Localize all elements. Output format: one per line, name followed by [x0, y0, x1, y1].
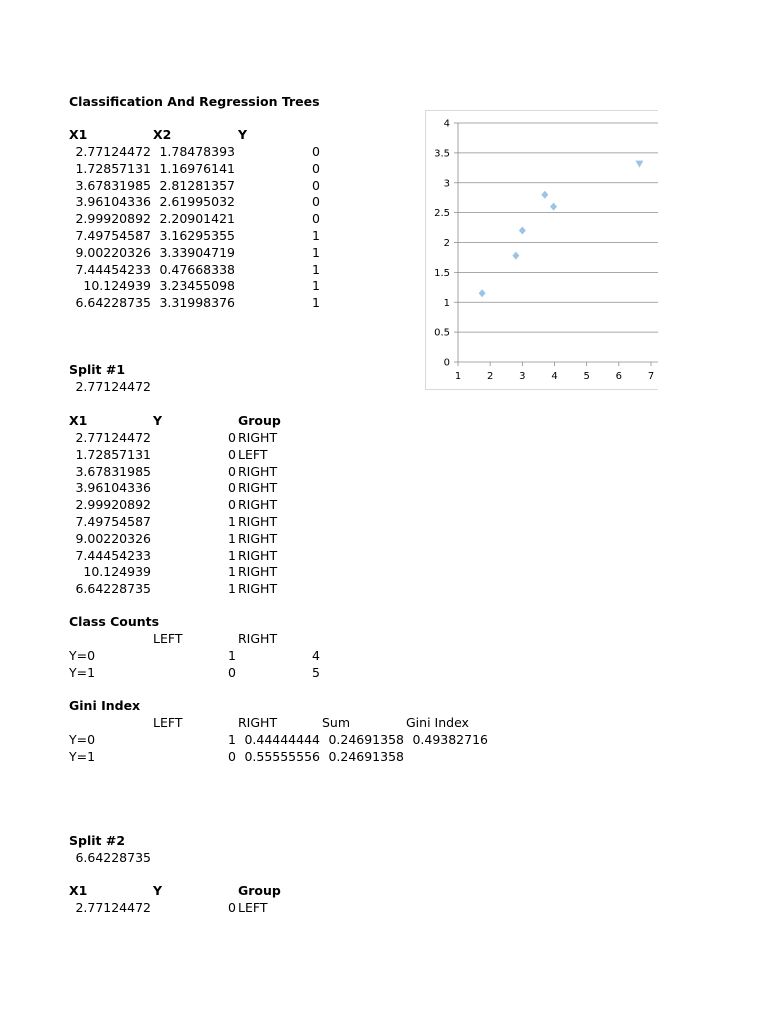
- cell-y: 0: [312, 160, 320, 176]
- scatter-chart: [425, 110, 658, 390]
- cell-x1: 9.00220326: [75, 244, 151, 260]
- cell-sum: 0.24691358: [328, 749, 404, 764]
- row-label: Y=1: [69, 665, 96, 680]
- y-tick-label: 1.5: [434, 267, 450, 279]
- cell-group: RIGHT: [238, 430, 278, 445]
- cell-y: 0: [312, 177, 320, 193]
- cell-x1: 7.44454233: [75, 547, 151, 563]
- y-tick-label: 3.5: [434, 148, 450, 160]
- cell-left: 1: [228, 732, 236, 747]
- x-tick-label: 3: [519, 371, 526, 382]
- row-label: Y=0: [69, 732, 96, 747]
- cell-gini-index: 0.49382716: [412, 732, 488, 747]
- column-header-x2: X2: [153, 127, 172, 142]
- cell-x1: 1.72857131: [75, 160, 151, 176]
- cell-x2: 2.61995032: [159, 194, 235, 210]
- cell-x1: 9.00220326: [75, 530, 151, 546]
- cell-group: RIGHT: [238, 514, 278, 529]
- x-tick-label: 4: [551, 371, 558, 382]
- column-header-group: Group: [238, 413, 281, 428]
- cell-y: 1: [228, 530, 236, 546]
- split2-value: 6.64228735: [75, 850, 151, 865]
- cell-right: 0.55555556: [244, 749, 320, 764]
- split1-heading: Split #1: [69, 362, 126, 377]
- cell-x1: 3.67831985: [75, 463, 151, 479]
- cell-group: LEFT: [238, 446, 268, 462]
- cell-x2: 2.81281357: [159, 177, 235, 193]
- x-tick-label: 1: [454, 371, 462, 382]
- cell-group: RIGHT: [238, 497, 278, 513]
- x-tick-label: 2: [486, 371, 494, 382]
- column-header-sum: Sum: [322, 715, 351, 730]
- cell-x1: 2.77124472: [75, 430, 151, 445]
- x-tick-label: 7: [647, 371, 655, 382]
- column-header-left: LEFT: [153, 715, 183, 730]
- cell-y: 0: [228, 497, 236, 513]
- column-header-y: Y: [238, 127, 248, 142]
- column-header-left: LEFT: [153, 631, 183, 646]
- column-header-gini-index: Gini Index: [406, 715, 469, 730]
- cell-x1: 7.49754587: [75, 514, 151, 529]
- cell-left: 0: [228, 749, 236, 764]
- cell-x2: 3.16295355: [159, 228, 235, 243]
- cell-x2: 3.23455098: [159, 278, 235, 294]
- cell-y: 1: [312, 261, 320, 277]
- cell-y: 0: [312, 194, 320, 210]
- cell-right-count: 4: [312, 648, 320, 663]
- column-header-y: Y: [153, 883, 163, 898]
- cell-group: RIGHT: [238, 564, 278, 580]
- cell-left-count: 1: [228, 648, 236, 663]
- y-tick-label: 1: [443, 297, 450, 309]
- cell-group: LEFT: [238, 900, 268, 915]
- cell-y: 1: [312, 228, 320, 243]
- split1-value: 2.77124472: [75, 379, 151, 394]
- cell-y: 0: [228, 430, 236, 445]
- cell-y: 1: [228, 581, 236, 597]
- cell-x1: 3.96104336: [75, 480, 151, 496]
- column-header-right: RIGHT: [238, 715, 278, 730]
- y-tick-label: 2: [443, 238, 450, 249]
- row-label: Y=1: [69, 749, 96, 764]
- class-counts-heading: Class Counts: [69, 614, 160, 629]
- cell-left-count: 0: [228, 665, 236, 680]
- y-tick-label: 4: [443, 118, 450, 130]
- cell-x1: 1.72857131: [75, 446, 151, 462]
- cell-x2: 1.16976141: [159, 160, 235, 176]
- y-tick-label: 0.5: [434, 327, 450, 339]
- cell-group: RIGHT: [238, 480, 278, 496]
- cell-y: 1: [228, 514, 236, 529]
- cell-y: 0: [228, 446, 236, 462]
- cell-sum: 0.24691358: [328, 732, 404, 747]
- column-header-group: Group: [238, 883, 281, 898]
- y-tick-label: 0: [443, 357, 450, 369]
- cell-x1: 6.64228735: [75, 581, 151, 597]
- cell-x1: 3.96104336: [75, 194, 151, 210]
- y-tick-label: 3: [443, 178, 450, 190]
- cell-x2: 3.31998376: [159, 295, 235, 311]
- cell-group: RIGHT: [238, 547, 278, 563]
- cell-y: 0: [228, 463, 236, 479]
- cell-y: 1: [312, 278, 320, 294]
- cell-x1: 2.77124472: [75, 144, 151, 159]
- cell-y: 1: [312, 244, 320, 260]
- cell-y: 1: [312, 295, 320, 311]
- chart-border: [426, 111, 659, 390]
- cell-y: 1: [228, 564, 236, 580]
- x-tick-label: 6: [615, 371, 623, 382]
- cell-y: 0: [228, 900, 236, 915]
- cell-right-count: 5: [312, 665, 320, 680]
- cell-x1: 2.99920892: [75, 211, 151, 227]
- cell-x1: 3.67831985: [75, 177, 151, 193]
- cell-x1: 10.124939: [83, 278, 151, 294]
- cell-y: 0: [312, 211, 320, 227]
- cell-y: 0: [312, 144, 320, 159]
- cell-x1: 7.44454233: [75, 261, 151, 277]
- cell-x2: 0.47668338: [159, 261, 235, 277]
- column-header-y: Y: [153, 413, 163, 428]
- cell-x1: 2.77124472: [75, 900, 151, 915]
- column-header-right: RIGHT: [238, 631, 278, 646]
- cell-group: RIGHT: [238, 581, 278, 597]
- cell-x1: 2.99920892: [75, 497, 151, 513]
- document-title: Classification And Regression Trees: [69, 94, 320, 109]
- column-header-x1: X1: [69, 127, 88, 142]
- cell-x1: 7.49754587: [75, 228, 151, 243]
- cell-x1: 6.64228735: [75, 295, 151, 311]
- cell-group: RIGHT: [238, 530, 278, 546]
- cell-right: 0.44444444: [244, 732, 320, 747]
- cell-y: 0: [228, 480, 236, 496]
- column-header-x1: X1: [69, 883, 88, 898]
- column-header-x1: X1: [69, 413, 88, 428]
- cell-x2: 3.33904719: [159, 244, 235, 260]
- cell-x1: 10.124939: [83, 564, 151, 580]
- cell-x2: 1.78478393: [159, 144, 235, 159]
- cell-group: RIGHT: [238, 463, 278, 479]
- x-tick-label: 5: [583, 371, 590, 382]
- cell-x2: 2.20901421: [159, 211, 235, 227]
- y-tick-label: 2.5: [434, 208, 450, 220]
- split2-heading: Split #2: [69, 833, 126, 848]
- gini-index-heading: Gini Index: [69, 698, 141, 713]
- row-label: Y=0: [69, 648, 96, 663]
- cell-y: 1: [228, 547, 236, 563]
